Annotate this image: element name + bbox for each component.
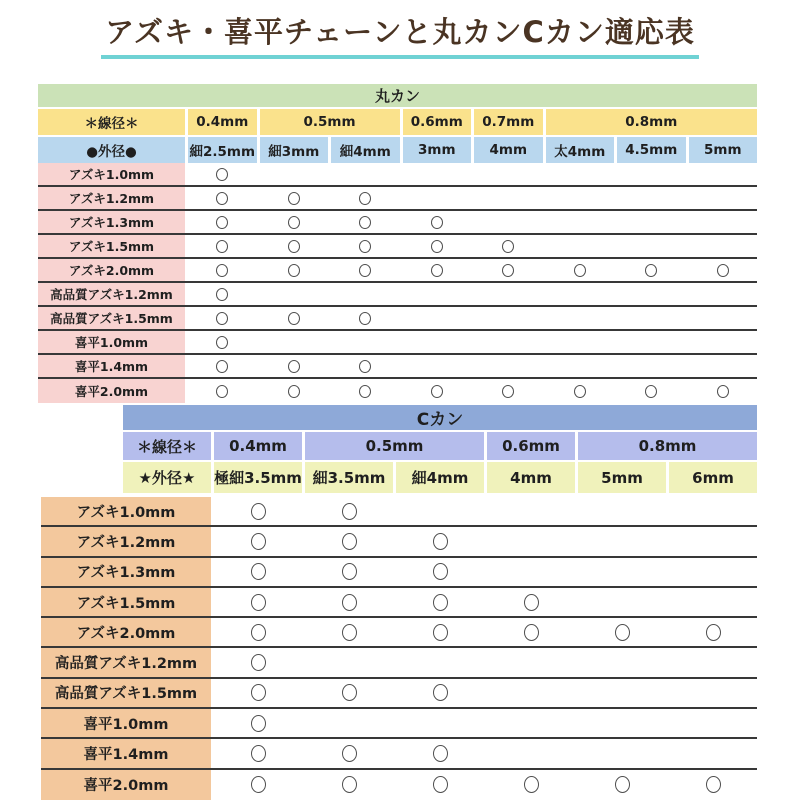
compat-circle-icon (574, 264, 586, 277)
wire-diameter-label: ＊線径＊ (123, 432, 211, 460)
compat-circle-icon (433, 533, 448, 550)
maru-kan-outer-value: 4.5mm (617, 137, 686, 163)
compat-circle-icon (251, 624, 266, 641)
maru-kan-chain-row (38, 187, 757, 211)
compat-circle-icon (431, 216, 443, 229)
c-kan-chain-row (41, 588, 757, 618)
compat-circle-icon (342, 684, 357, 701)
compat-cell (214, 618, 302, 646)
compat-circle-icon (342, 624, 357, 641)
compat-circle-icon (615, 776, 630, 793)
maru-kan-outer-value: 5mm (689, 137, 758, 163)
compat-cell (578, 648, 666, 676)
chain-label: アズキ1.0mm (38, 163, 185, 185)
compat-cell (474, 283, 543, 305)
compat-cell (689, 163, 758, 185)
maru-kan-outer-value: 細2.5mm (188, 137, 257, 163)
compat-cell (487, 618, 575, 646)
c-kan-outer-diameter-row (123, 462, 757, 493)
compat-circle-icon (431, 264, 443, 277)
c-kan-outer-value: 6mm (669, 462, 757, 493)
compat-cell (214, 770, 302, 800)
compat-cell (396, 770, 484, 800)
chain-label: アズキ1.5mm (38, 235, 185, 257)
compat-cell (260, 283, 329, 305)
compat-circle-icon (342, 503, 357, 520)
maru-kan-chain-row (38, 163, 757, 187)
compat-circle-icon (645, 385, 657, 398)
compat-cell (487, 588, 575, 616)
compat-circle-icon (645, 264, 657, 277)
wire-diameter-label: ＊線径＊ (38, 109, 185, 135)
c-kan-table-header (123, 405, 757, 493)
compat-circle-icon (502, 240, 514, 253)
compat-circle-icon (342, 745, 357, 762)
compat-circle-icon (717, 385, 729, 398)
c-kan-chain-row (41, 739, 757, 769)
compat-cell (260, 307, 329, 329)
compat-cell (396, 497, 484, 525)
compat-cell (546, 187, 615, 209)
maru-kan-wire-diameter-row (38, 109, 757, 135)
compat-circle-icon (216, 336, 228, 349)
compat-cell (305, 588, 393, 616)
compat-cell (578, 588, 666, 616)
c-kan-outer-value: 細4mm (396, 462, 484, 493)
compat-circle-icon (359, 216, 371, 229)
chain-label: 喜平1.0mm (41, 709, 211, 737)
compat-circle-icon (216, 216, 228, 229)
compat-cell (403, 211, 472, 233)
compat-cell (474, 259, 543, 281)
compat-cell (546, 355, 615, 377)
chain-label: 喜平2.0mm (38, 379, 185, 403)
compat-circle-icon (359, 312, 371, 325)
compat-cell (669, 679, 757, 707)
compat-cell (546, 259, 615, 281)
compat-circle-icon (431, 385, 443, 398)
compat-cell (487, 739, 575, 767)
compat-cell (546, 235, 615, 257)
compat-cell (214, 709, 302, 737)
compat-cell (578, 527, 666, 555)
compat-cell (617, 379, 686, 403)
compat-cell (396, 679, 484, 707)
compat-circle-icon (433, 594, 448, 611)
compat-circle-icon (502, 264, 514, 277)
compat-cell (188, 187, 257, 209)
compat-cell (305, 679, 393, 707)
compat-circle-icon (216, 360, 228, 373)
compat-circle-icon (502, 385, 514, 398)
chain-label: 喜平1.4mm (41, 739, 211, 767)
compat-cell (487, 770, 575, 800)
compat-cell (331, 307, 400, 329)
compat-circle-icon (288, 385, 300, 398)
compat-circle-icon (359, 240, 371, 253)
compat-cell (188, 307, 257, 329)
compat-cell (331, 187, 400, 209)
maru-kan-chain-row (38, 259, 757, 283)
compat-cell (617, 331, 686, 353)
compat-cell (331, 331, 400, 353)
compat-cell (578, 558, 666, 586)
compat-cell (214, 527, 302, 555)
compat-cell (617, 259, 686, 281)
compat-cell (669, 618, 757, 646)
compat-cell (474, 211, 543, 233)
compat-cell (689, 331, 758, 353)
compat-cell (578, 618, 666, 646)
compat-circle-icon (288, 240, 300, 253)
compat-circle-icon (216, 168, 228, 181)
compat-cell (403, 235, 472, 257)
compat-circle-icon (251, 684, 266, 701)
maru-kan-chain-row (38, 355, 757, 379)
compat-cell (331, 235, 400, 257)
chain-label: 高品質アズキ1.2mm (38, 283, 185, 305)
compat-circle-icon (359, 192, 371, 205)
compat-circle-icon (251, 745, 266, 762)
compat-cell (403, 259, 472, 281)
compat-circle-icon (717, 264, 729, 277)
compat-cell (669, 770, 757, 800)
compat-circle-icon (288, 216, 300, 229)
compat-cell (305, 709, 393, 737)
compat-cell (260, 163, 329, 185)
compat-circle-icon (433, 624, 448, 641)
compat-circle-icon (288, 360, 300, 373)
chain-label: アズキ1.3mm (41, 558, 211, 586)
compat-cell (188, 355, 257, 377)
compat-cell (617, 235, 686, 257)
compat-cell (396, 648, 484, 676)
compat-circle-icon (359, 385, 371, 398)
compat-cell (214, 648, 302, 676)
compat-cell (260, 355, 329, 377)
compat-cell (260, 187, 329, 209)
c-kan-chain-row (41, 558, 757, 588)
maru-kan-outer-value: 3mm (403, 137, 472, 163)
compat-cell (669, 497, 757, 525)
compat-cell (546, 307, 615, 329)
compat-cell (546, 379, 615, 403)
compat-cell (487, 648, 575, 676)
compat-cell (689, 283, 758, 305)
compat-circle-icon (216, 192, 228, 205)
chain-label: アズキ1.2mm (41, 527, 211, 555)
compat-circle-icon (342, 776, 357, 793)
compat-cell (305, 770, 393, 800)
compat-cell (188, 211, 257, 233)
compat-cell (260, 211, 329, 233)
chain-label: 喜平1.0mm (38, 331, 185, 353)
c-kan-chain-row (41, 618, 757, 648)
compat-cell (689, 355, 758, 377)
compat-cell (617, 187, 686, 209)
c-kan-chain-row (41, 648, 757, 678)
compat-cell (578, 497, 666, 525)
compat-cell (403, 163, 472, 185)
compat-cell (188, 379, 257, 403)
compat-circle-icon (524, 624, 539, 641)
compat-cell (214, 558, 302, 586)
chain-label: アズキ1.2mm (38, 187, 185, 209)
c-kan-outer-value: 4mm (487, 462, 575, 493)
compat-cell (260, 331, 329, 353)
compat-cell (403, 379, 472, 403)
compat-circle-icon (251, 776, 266, 793)
compat-cell (396, 618, 484, 646)
c-kan-wire-value: 0.4mm (214, 432, 302, 460)
c-kan-wire-value: 0.8mm (578, 432, 757, 460)
maru-kan-chain-row (38, 283, 757, 307)
c-kan-table-body (41, 497, 757, 800)
compat-cell (403, 307, 472, 329)
page-title: アズキ・喜平チェーンと丸カンCカン適応表 (101, 14, 699, 59)
compat-circle-icon (288, 192, 300, 205)
compat-cell (617, 163, 686, 185)
compat-cell (617, 283, 686, 305)
compat-cell (396, 709, 484, 737)
compat-cell (474, 379, 543, 403)
chain-label: 高品質アズキ1.5mm (38, 307, 185, 329)
compat-circle-icon (288, 264, 300, 277)
chain-label: アズキ2.0mm (41, 618, 211, 646)
compat-cell (487, 679, 575, 707)
compat-cell (474, 307, 543, 329)
maru-kan-outer-value: 細4mm (331, 137, 400, 163)
chain-label: 喜平2.0mm (41, 770, 211, 800)
compat-circle-icon (359, 360, 371, 373)
compat-cell (188, 235, 257, 257)
compat-cell (305, 618, 393, 646)
c-kan-wire-value: 0.5mm (305, 432, 484, 460)
compat-cell (487, 527, 575, 555)
compat-cell (669, 709, 757, 737)
compat-cell (546, 211, 615, 233)
maru-kan-chain-row (38, 211, 757, 235)
c-kan-wire-value: 0.6mm (487, 432, 575, 460)
compat-cell (331, 355, 400, 377)
outer-diameter-label: ●外径● (38, 137, 185, 163)
compat-circle-icon (342, 563, 357, 580)
maru-kan-table (38, 84, 757, 403)
c-kan-chain-row (41, 709, 757, 739)
c-kan-chain-row (41, 497, 757, 527)
compat-circle-icon (342, 533, 357, 550)
compat-cell (396, 588, 484, 616)
compat-circle-icon (251, 654, 266, 671)
compat-cell (669, 648, 757, 676)
maru-kan-wire-value: 0.6mm (403, 109, 472, 135)
chain-label: アズキ1.3mm (38, 211, 185, 233)
compat-cell (305, 497, 393, 525)
compat-cell (546, 163, 615, 185)
compat-cell (214, 497, 302, 525)
maru-kan-wire-value: 0.5mm (260, 109, 400, 135)
compat-cell (578, 709, 666, 737)
compat-cell (669, 558, 757, 586)
compat-cell (474, 331, 543, 353)
compat-cell (487, 558, 575, 586)
compat-cell (689, 259, 758, 281)
compat-circle-icon (251, 715, 266, 732)
compat-cell (214, 739, 302, 767)
c-kan-outer-value: 5mm (578, 462, 666, 493)
compat-cell (689, 307, 758, 329)
compat-circle-icon (524, 776, 539, 793)
compat-cell (188, 283, 257, 305)
compat-cell (188, 259, 257, 281)
compat-cell (214, 679, 302, 707)
compat-cell (474, 235, 543, 257)
compat-circle-icon (433, 563, 448, 580)
compat-cell (305, 558, 393, 586)
compat-cell (260, 259, 329, 281)
compat-cell (578, 679, 666, 707)
compat-cell (689, 187, 758, 209)
compat-cell (331, 259, 400, 281)
chain-label: アズキ1.0mm (41, 497, 211, 525)
c-kan-outer-value: 極細3.5mm (214, 462, 302, 493)
compat-cell (487, 497, 575, 525)
compat-cell (331, 163, 400, 185)
compat-cell (305, 739, 393, 767)
maru-kan-chain-row (38, 235, 757, 259)
compat-cell (331, 283, 400, 305)
chain-label: 高品質アズキ1.2mm (41, 648, 211, 676)
compat-cell (546, 283, 615, 305)
compat-circle-icon (216, 288, 228, 301)
maru-kan-chain-row (38, 307, 757, 331)
compat-cell (578, 739, 666, 767)
compat-circle-icon (706, 776, 721, 793)
compat-cell (546, 331, 615, 353)
chain-label: 喜平1.4mm (38, 355, 185, 377)
chain-label: アズキ1.5mm (41, 588, 211, 616)
compat-cell (188, 163, 257, 185)
compat-cell (305, 648, 393, 676)
compat-cell (403, 187, 472, 209)
compat-cell (474, 163, 543, 185)
compat-cell (396, 527, 484, 555)
maru-kan-chain-row (38, 331, 757, 355)
maru-kan-outer-value: 4mm (474, 137, 543, 163)
compat-circle-icon (288, 312, 300, 325)
compat-circle-icon (359, 264, 371, 277)
compat-circle-icon (251, 563, 266, 580)
compat-circle-icon (216, 385, 228, 398)
compat-circle-icon (216, 264, 228, 277)
compat-cell (305, 527, 393, 555)
maru-kan-section-title: 丸カン (38, 84, 757, 107)
compat-circle-icon (251, 533, 266, 550)
maru-kan-outer-value: 細3mm (260, 137, 329, 163)
maru-kan-wire-value: 0.7mm (474, 109, 543, 135)
compat-cell (669, 739, 757, 767)
maru-kan-outer-diameter-row (38, 137, 757, 163)
compat-circle-icon (524, 594, 539, 611)
compat-cell (474, 355, 543, 377)
compat-cell (689, 235, 758, 257)
compat-circle-icon (433, 684, 448, 701)
maru-kan-wire-value: 0.4mm (188, 109, 257, 135)
compat-cell (669, 527, 757, 555)
compat-circle-icon (251, 594, 266, 611)
compat-cell (331, 211, 400, 233)
compat-circle-icon (574, 385, 586, 398)
compat-cell (260, 235, 329, 257)
compat-circle-icon (251, 503, 266, 520)
c-kan-outer-value: 細3.5mm (305, 462, 393, 493)
compat-cell (617, 355, 686, 377)
compat-cell (617, 307, 686, 329)
compat-cell (260, 379, 329, 403)
chain-label: アズキ2.0mm (38, 259, 185, 281)
compat-cell (403, 331, 472, 353)
maru-kan-chain-row (38, 379, 757, 403)
compat-circle-icon (342, 594, 357, 611)
maru-kan-wire-value: 0.8mm (546, 109, 758, 135)
outer-diameter-label: ★外径★ (123, 462, 211, 493)
c-kan-chain-row (41, 679, 757, 709)
compat-circle-icon (706, 624, 721, 641)
compat-circle-icon (433, 745, 448, 762)
c-kan-section-title: Cカン (123, 405, 757, 430)
compat-cell (403, 355, 472, 377)
compat-cell (689, 379, 758, 403)
compat-cell (403, 283, 472, 305)
c-kan-chain-row (41, 527, 757, 557)
compat-circle-icon (431, 240, 443, 253)
compat-circle-icon (615, 624, 630, 641)
compat-cell (578, 770, 666, 800)
c-kan-chain-row (41, 770, 757, 800)
compat-cell (487, 709, 575, 737)
c-kan-wire-diameter-row (123, 432, 757, 460)
title-area (0, 14, 800, 59)
compat-cell (669, 588, 757, 616)
maru-kan-outer-value: 太4mm (546, 137, 615, 163)
compat-circle-icon (433, 776, 448, 793)
compat-circle-icon (216, 240, 228, 253)
compat-cell (689, 211, 758, 233)
compat-cell (396, 558, 484, 586)
compat-cell (474, 187, 543, 209)
compat-cell (331, 379, 400, 403)
compat-cell (214, 588, 302, 616)
compat-cell (396, 739, 484, 767)
compat-cell (617, 211, 686, 233)
compat-circle-icon (216, 312, 228, 325)
compat-cell (188, 331, 257, 353)
chain-label: 高品質アズキ1.5mm (41, 679, 211, 707)
